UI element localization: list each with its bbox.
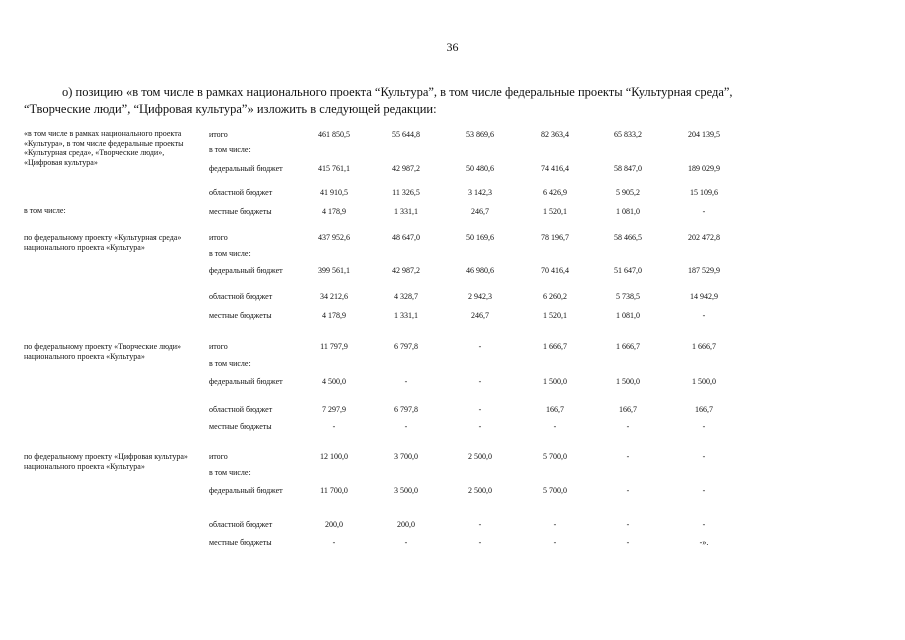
value-cell: 7 297,9 (322, 405, 346, 414)
value-cell: 166,7 (695, 405, 713, 414)
value-cell: 2 500,0 (468, 486, 492, 495)
value-cell: - (404, 377, 408, 386)
row-type-including: в том числе: (209, 249, 251, 258)
block-sublabel: в том числе: (24, 206, 66, 215)
value-cell: 3 700,0 (394, 452, 418, 461)
value-cell: 55 644,8 (392, 130, 420, 139)
row-type-local: местные бюджеты (209, 422, 272, 431)
value-cell: 78 196,7 (541, 233, 569, 242)
value-cell: - (626, 538, 630, 547)
value-cell: 6 797,8 (394, 405, 418, 414)
value-cell: -». (699, 538, 709, 547)
intro-line-2: “Творческие люди”, “Цифровая культура”» изложить в следующей редакции: (24, 102, 437, 116)
value-cell: 461 850,5 (318, 130, 350, 139)
value-cell: - (553, 520, 557, 529)
value-cell: - (702, 520, 706, 529)
value-cell: 1 666,7 (692, 342, 716, 351)
row-type-including: в том числе: (209, 359, 251, 368)
block-label: по федеральному проекту «Цифровая культура» национального проекта «Культура» (24, 452, 188, 471)
row-type-total: итого (209, 130, 228, 139)
row-type-regional: областной бюджет (209, 188, 273, 197)
value-cell: 437 952,6 (318, 233, 350, 242)
value-cell: - (332, 538, 336, 547)
row-type-including: в том числе: (209, 145, 251, 154)
value-cell: - (478, 405, 482, 414)
value-cell: 166,7 (619, 405, 637, 414)
value-cell: 51 647,0 (614, 266, 642, 275)
value-cell: 65 833,2 (614, 130, 642, 139)
value-cell: - (626, 486, 630, 495)
value-cell: 187 529,9 (688, 266, 720, 275)
value-cell: - (702, 207, 706, 216)
value-cell: - (553, 422, 557, 431)
value-cell: 12 100,0 (320, 452, 348, 461)
value-cell: 4 178,9 (322, 311, 346, 320)
value-cell: 1 081,0 (616, 311, 640, 320)
value-cell: 1 331,1 (394, 311, 418, 320)
value-cell: 50 480,6 (466, 164, 494, 173)
row-type-local: местные бюджеты (209, 538, 272, 547)
value-cell: 5 905,2 (616, 188, 640, 197)
value-cell: - (478, 342, 482, 351)
value-cell: 246,7 (471, 311, 489, 320)
value-cell: 11 326,5 (392, 188, 420, 197)
value-cell: - (702, 486, 706, 495)
value-cell: - (702, 422, 706, 431)
value-cell: - (332, 422, 336, 431)
value-cell: - (478, 538, 482, 547)
value-cell: 1 520,1 (543, 311, 567, 320)
value-cell: 1 666,7 (543, 342, 567, 351)
value-cell: 2 942,3 (468, 292, 492, 301)
value-cell: 415 761,1 (318, 164, 350, 173)
value-cell: 4 500,0 (322, 377, 346, 386)
value-cell: 4 178,9 (322, 207, 346, 216)
value-cell: 15 109,6 (690, 188, 718, 197)
row-type-total: итого (209, 452, 228, 461)
value-cell: 2 500,0 (468, 452, 492, 461)
row-type-federal: федеральный бюджет (209, 164, 283, 173)
value-cell: 246,7 (471, 207, 489, 216)
value-cell: 11 797,9 (320, 342, 348, 351)
row-type-local: местные бюджеты (209, 207, 272, 216)
value-cell: - (404, 538, 408, 547)
value-cell: 1 331,1 (394, 207, 418, 216)
value-cell: 5 738,5 (616, 292, 640, 301)
value-cell: 3 142,3 (468, 188, 492, 197)
value-cell: 1 666,7 (616, 342, 640, 351)
value-cell: 82 363,4 (541, 130, 569, 139)
value-cell: - (478, 422, 482, 431)
value-cell: - (702, 452, 706, 461)
value-cell: 202 472,8 (688, 233, 720, 242)
value-cell: 204 139,5 (688, 130, 720, 139)
intro-line-1: о) позицию «в том числе в рамках национального проекта “Культура”, в том числе федеральные проекты “Культурная среда”, (62, 85, 733, 99)
value-cell: 11 700,0 (320, 486, 348, 495)
value-cell: 6 797,8 (394, 342, 418, 351)
value-cell: 5 700,0 (543, 486, 567, 495)
value-cell: - (478, 377, 482, 386)
page-number: 36 (446, 40, 459, 54)
value-cell: 34 212,6 (320, 292, 348, 301)
value-cell: 41 910,5 (320, 188, 348, 197)
row-type-including: в том числе: (209, 468, 251, 477)
row-type-federal: федеральный бюджет (209, 486, 283, 495)
value-cell: 48 647,0 (392, 233, 420, 242)
value-cell: 200,0 (397, 520, 415, 529)
block-label: по федеральному проекту «Творческие люди» национального проекта «Культура» (24, 342, 182, 361)
value-cell: - (702, 311, 706, 320)
value-cell: 200,0 (325, 520, 343, 529)
value-cell: - (478, 520, 482, 529)
value-cell: 3 500,0 (394, 486, 418, 495)
intro-paragraph (24, 84, 894, 118)
value-cell: 74 416,4 (541, 164, 569, 173)
value-cell: - (553, 538, 557, 547)
value-cell: 50 169,6 (466, 233, 494, 242)
value-cell: 14 942,9 (690, 292, 718, 301)
value-cell: 1 081,0 (616, 207, 640, 216)
value-cell: 1 500,0 (692, 377, 716, 386)
value-cell: - (404, 422, 408, 431)
row-type-regional: областной бюджет (209, 405, 273, 414)
value-cell: 1 500,0 (543, 377, 567, 386)
value-cell: 5 700,0 (543, 452, 567, 461)
value-cell: 53 869,6 (466, 130, 494, 139)
value-cell: 6 260,2 (543, 292, 567, 301)
row-type-local: местные бюджеты (209, 311, 272, 320)
value-cell: - (626, 520, 630, 529)
value-cell: 166,7 (546, 405, 564, 414)
value-cell: 399 561,1 (318, 266, 350, 275)
row-type-regional: областной бюджет (209, 292, 273, 301)
block-label: «в том числе в рамках национального проекта «Культура», в том числе федеральные проекты «Культурная среда», «Творческие люди», «Цифровая культура» (24, 129, 184, 167)
value-cell: 70 416,4 (541, 266, 569, 275)
value-cell: 189 029,9 (688, 164, 720, 173)
row-type-federal: федеральный бюджет (209, 266, 283, 275)
row-type-total: итого (209, 342, 228, 351)
row-type-regional: областной бюджет (209, 520, 273, 529)
block-label: по федеральному проекту «Культурная среда» национального проекта «Культура» (24, 233, 182, 252)
value-cell: - (626, 422, 630, 431)
value-cell: 42 987,2 (392, 266, 420, 275)
value-cell: - (626, 452, 630, 461)
value-cell: 6 426,9 (543, 188, 567, 197)
value-cell: 58 847,0 (614, 164, 642, 173)
row-type-total: итого (209, 233, 228, 242)
value-cell: 1 520,1 (543, 207, 567, 216)
row-type-federal: федеральный бюджет (209, 377, 283, 386)
value-cell: 46 980,6 (466, 266, 494, 275)
value-cell: 1 500,0 (616, 377, 640, 386)
value-cell: 4 328,7 (394, 292, 418, 301)
value-cell: 42 987,2 (392, 164, 420, 173)
value-cell: 58 466,5 (614, 233, 642, 242)
